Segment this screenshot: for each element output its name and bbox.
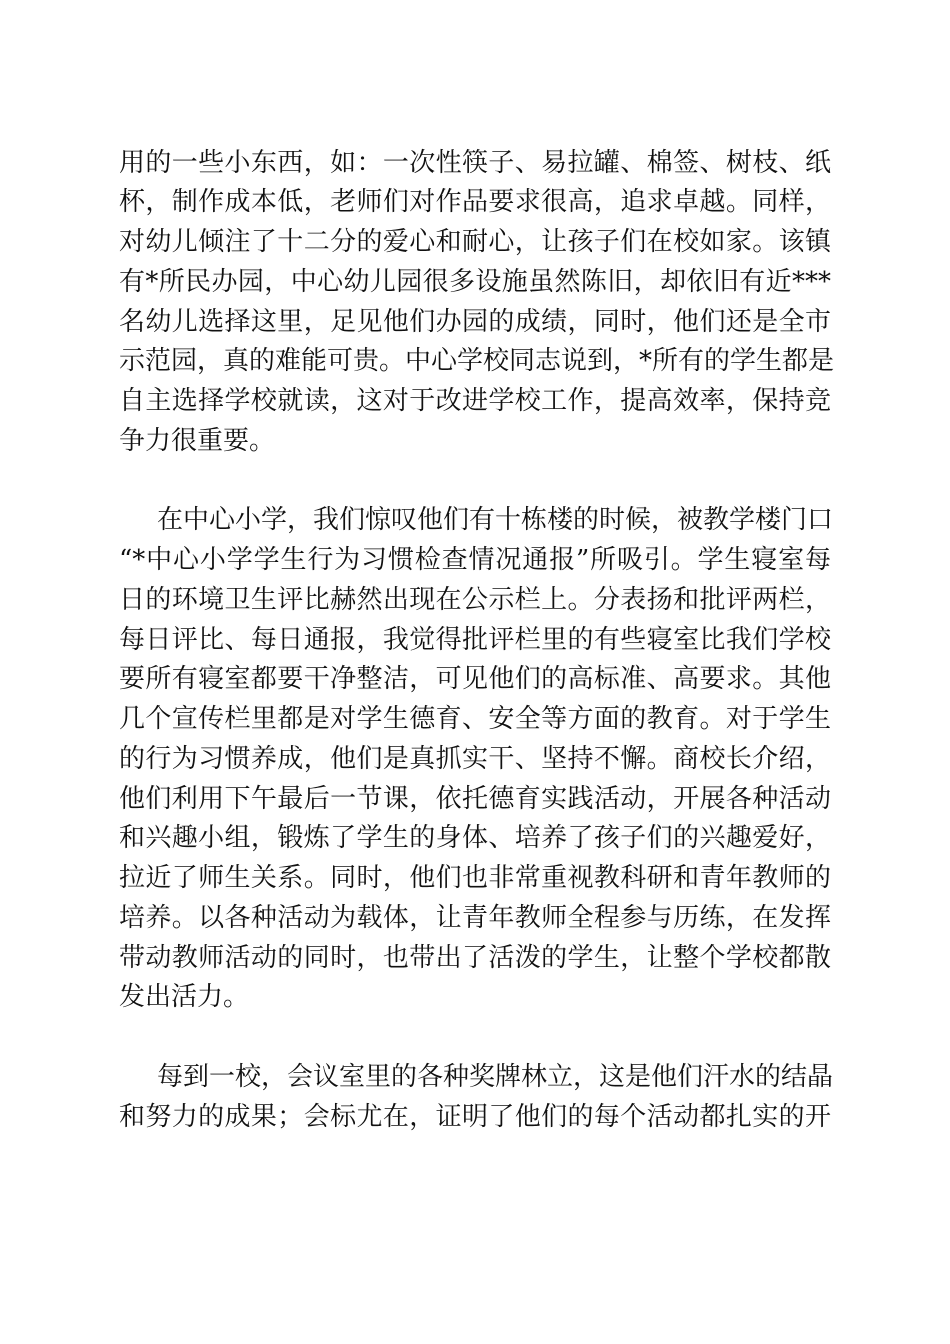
paragraph-2-line-1: 在中心小学，我们惊叹他们有十栋楼的时候，被教学楼门口	[157, 505, 834, 535]
paragraph-2-line-13: 发出活力。	[119, 982, 250, 1012]
paragraph-2-line-7: 的行为习惯养成，他们是真抓实干、坚持不懈。商校长介绍，	[119, 744, 831, 774]
paragraph-1-line-2: 杯，制作成本低，老师们对作品要求很高，追求卓越。同样，	[119, 187, 831, 217]
paragraph-2-line-4: 每日评比、每日通报，我觉得批评栏里的有些寝室比我们学校	[119, 625, 831, 655]
paragraph-3-line-1: 每到一校，会议室里的各种奖牌林立，这是他们汗水的结晶	[157, 1062, 834, 1092]
paragraph-3-line-2: 和努力的成果；会标尤在，证明了他们的每个活动都扎实的开	[119, 1102, 831, 1132]
paragraph-2-line-5: 要所有寝室都要干净整洁，可见他们的高标准、高要求。其他	[119, 664, 831, 694]
paragraph-1-line-8: 争力很重要。	[119, 426, 276, 456]
paragraph-1-line-5: 名幼儿选择这里，足见他们办园的成绩，同时，他们还是全市	[119, 307, 831, 337]
paragraph-2-line-10: 拉近了师生关系。同时，他们也非常重视教科研和青年教师的	[119, 863, 831, 893]
paragraph-1-line-1: 用的一些小东西，如：一次性筷子、易拉罐、棉签、树枝、纸	[119, 148, 831, 178]
paragraph-1-line-3: 对幼儿倾注了十二分的爱心和耐心，让孩子们在校如家。该镇	[119, 227, 831, 257]
paragraph-2-line-8: 他们利用下午最后一节课，依托德育实践活动，开展各种活动	[119, 784, 831, 814]
paragraph-2-line-11: 培养。以各种活动为载体，让青年教师全程参与历练，在发挥	[119, 903, 831, 933]
paragraph-1-line-4: 有*所民办园，中心幼儿园很多设施虽然陈旧，却依旧有近***	[119, 267, 831, 297]
paragraph-1-line-6: 示范园，真的难能可贵。中心学校同志说到，*所有的学生都是	[119, 346, 835, 376]
paragraph-2-line-9: 和兴趣小组，锻炼了学生的身体、培养了孩子们的兴趣爱好，	[119, 823, 831, 853]
paragraph-2-line-12: 带动教师活动的同时，也带出了活泼的学生，让整个学校都散	[119, 943, 831, 973]
paragraph-2-line-3: 日的环境卫生评比赫然出现在公示栏上。分表扬和批评两栏，	[119, 585, 831, 615]
paragraph-2-line-6: 几个宣传栏里都是对学生德育、安全等方面的教育。对于学生	[119, 704, 831, 734]
paragraph-2-line-2: “*中心小学学生行为习惯检查情况通报”所吸引。学生寝室每	[119, 545, 831, 575]
paragraph-1-line-7: 自主选择学校就读，这对于改进学校工作，提高效率，保持竞	[119, 386, 831, 416]
